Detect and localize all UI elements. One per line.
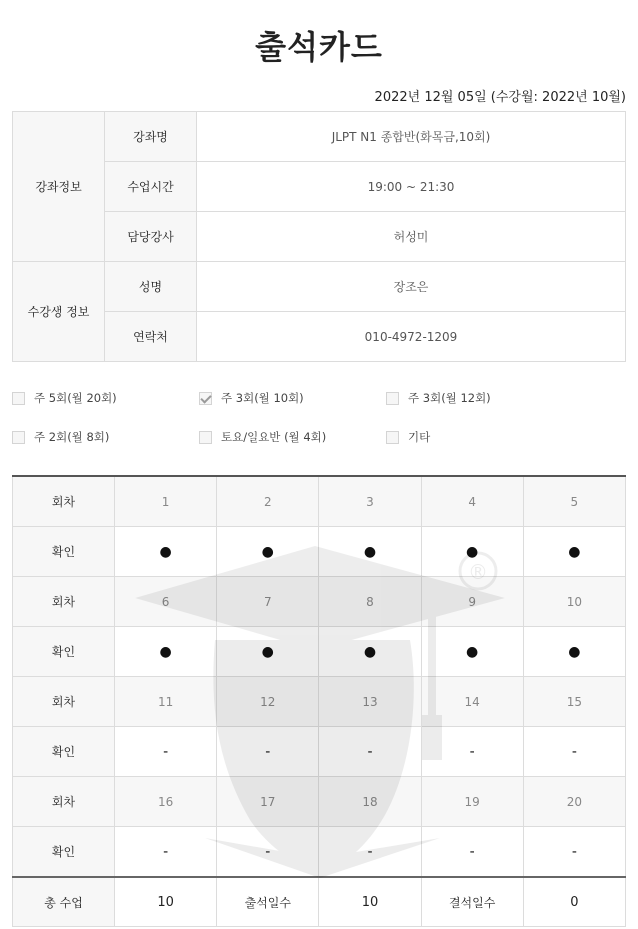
check-row — [13, 627, 626, 677]
attendance-mark: ● — [115, 627, 217, 677]
checkbox[interactable] — [12, 431, 25, 444]
attendance-mark: ● — [421, 527, 523, 577]
absent-days-label: 결석일수 — [421, 877, 523, 927]
check-row-label: 확인 — [13, 527, 115, 577]
info-table — [12, 111, 626, 362]
session-row-label: 회차 — [13, 476, 115, 527]
option-label: 토요/일요반 (월 4회) — [221, 430, 327, 444]
contact-value: 010-4972-1209 — [197, 312, 626, 362]
option-label: 주 3회(월 12회) — [408, 391, 491, 405]
session-row-label: 회차 — [13, 677, 115, 727]
session-row — [13, 677, 626, 727]
schedule-options — [12, 380, 626, 460]
check-row-label: 확인 — [13, 727, 115, 777]
session-number: 12 — [217, 677, 319, 727]
attendance-mark: ● — [523, 527, 625, 577]
course-name-value: JLPT N1 종합반(화목금,10회) — [197, 112, 626, 162]
option-3-per-week-10[interactable] — [199, 390, 304, 406]
instructor-value: 허성미 — [197, 212, 626, 262]
session-number: 9 — [421, 577, 523, 627]
check-row — [13, 827, 626, 878]
session-row — [13, 577, 626, 627]
option-5-per-week[interactable] — [12, 390, 117, 406]
session-number: 13 — [319, 677, 421, 727]
attendance-mark: ● — [217, 527, 319, 577]
student-name-label: 성명 — [105, 262, 197, 312]
session-number: 1 — [115, 476, 217, 527]
checkbox[interactable] — [12, 392, 25, 405]
attendance-mark: - — [115, 827, 217, 878]
course-info-group-label: 강좌정보 — [13, 112, 105, 262]
attendance-mark: - — [523, 727, 625, 777]
attendance-mark: - — [217, 727, 319, 777]
attendance-mark: - — [319, 727, 421, 777]
checkbox[interactable] — [199, 431, 212, 444]
session-number: 17 — [217, 777, 319, 827]
page-title: 출석카드 — [255, 28, 383, 66]
session-number: 18 — [319, 777, 421, 827]
session-row-label: 회차 — [13, 577, 115, 627]
check-row-label: 확인 — [13, 627, 115, 677]
attendance-mark: - — [421, 827, 523, 878]
check-row-label: 확인 — [13, 827, 115, 878]
option-weekend[interactable] — [199, 429, 326, 445]
attendance-mark: - — [319, 827, 421, 878]
option-2-per-week[interactable] — [12, 429, 109, 445]
option-other[interactable] — [386, 429, 430, 445]
session-number: 19 — [421, 777, 523, 827]
session-row — [13, 777, 626, 827]
session-row-label: 회차 — [13, 777, 115, 827]
option-3-per-week-12[interactable] — [386, 390, 491, 406]
instructor-label: 담당강사 — [105, 212, 197, 262]
student-name-value: 장조은 — [197, 262, 626, 312]
total-classes-label: 총 수업 — [13, 877, 115, 927]
class-time-value: 19:00 ~ 21:30 — [197, 162, 626, 212]
session-number: 20 — [523, 777, 625, 827]
session-number: 3 — [319, 476, 421, 527]
attendance-mark: ● — [421, 627, 523, 677]
absent-days-value: 0 — [523, 877, 625, 927]
session-number: 15 — [523, 677, 625, 727]
attendance-mark: ● — [319, 527, 421, 577]
checkbox[interactable] — [386, 392, 399, 405]
session-row — [13, 476, 626, 527]
session-number: 2 — [217, 476, 319, 527]
session-number: 4 — [421, 476, 523, 527]
class-time-label: 수업시간 — [105, 162, 197, 212]
checkbox-checked[interactable] — [199, 392, 212, 405]
option-label: 주 3회(월 10회) — [221, 391, 304, 405]
check-row — [13, 527, 626, 577]
session-number: 10 — [523, 577, 625, 627]
session-number: 16 — [115, 777, 217, 827]
issue-date: 2022년 12월 05일 (수강월: 2022년 10월) — [374, 90, 626, 105]
course-name-label: 강좌명 — [105, 112, 197, 162]
attendance-table — [12, 475, 626, 927]
attended-days-value: 10 — [319, 877, 421, 927]
summary-row — [13, 877, 626, 927]
attendance-mark: - — [217, 827, 319, 878]
session-number: 8 — [319, 577, 421, 627]
attendance-mark: - — [115, 727, 217, 777]
attendance-mark: ● — [115, 527, 217, 577]
option-label: 기타 — [408, 430, 431, 444]
attendance-mark: - — [523, 827, 625, 878]
total-classes-value: 10 — [115, 877, 217, 927]
session-number: 6 — [115, 577, 217, 627]
checkbox[interactable] — [386, 431, 399, 444]
option-label: 주 2회(월 8회) — [34, 430, 110, 444]
session-number: 14 — [421, 677, 523, 727]
session-number: 11 — [115, 677, 217, 727]
contact-label: 연락처 — [105, 312, 197, 362]
check-row — [13, 727, 626, 777]
attended-days-label: 출석일수 — [217, 877, 319, 927]
attendance-mark: - — [421, 727, 523, 777]
option-label: 주 5회(월 20회) — [34, 391, 117, 405]
registered-mark: ® — [468, 560, 488, 584]
attendance-mark: ● — [319, 627, 421, 677]
session-number: 5 — [523, 476, 625, 527]
attendance-mark: ● — [523, 627, 625, 677]
student-info-group-label: 수강생 정보 — [13, 262, 105, 362]
session-number: 7 — [217, 577, 319, 627]
attendance-mark: ● — [217, 627, 319, 677]
